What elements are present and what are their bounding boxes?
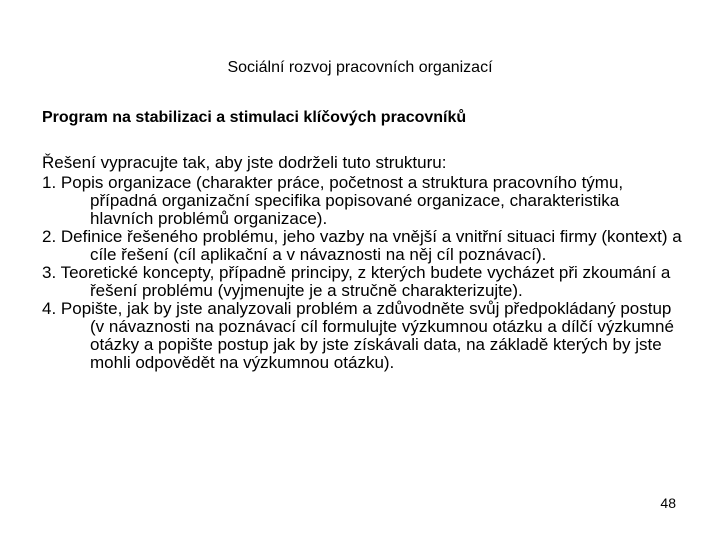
page-number: 48 [660, 495, 676, 511]
slide-subtitle: Program na stabilizaci a stimulaci klíčových pracovníků [42, 109, 467, 126]
slide-title: Sociální rozvoj pracovních organizací [227, 59, 493, 76]
list-item: 2. Definice řešeného problému, jeho vazby na vnější a vnitřní situaci firmy (kontext) a cíle řešení (cíl aplikační a v návaznosti na něj cíl poznávací). [42, 227, 682, 264]
list-item: 4. Popište, jak by jste analyzovali problém a zdůvodněte svůj předpokládaný postup (v návaznosti na poznávací cíl formulujte výzkumnou otázku a dílčí výzkumné otázky a popište postup jak by jste získávali data, na základě kterých by jste mohli odpovědět na výzkumnou otázku). [42, 299, 674, 372]
intro-text: Řešení vypracujte tak, aby jste dodrželi tuto strukturu: [42, 153, 447, 172]
list-item: 1. Popis organizace (charakter práce, početnost a struktura pracovního týmu, případná organizační specifika popisované organizace, charakteristika hlavních problémů organizace). [42, 173, 624, 228]
list-item: 3. Teoretické koncepty, případně principy, z kterých budete vycházet při zkoumání a řešení problému (vyjmenujte je a stručně charakterizujte). [42, 263, 671, 300]
slide-body [42, 152, 682, 372]
